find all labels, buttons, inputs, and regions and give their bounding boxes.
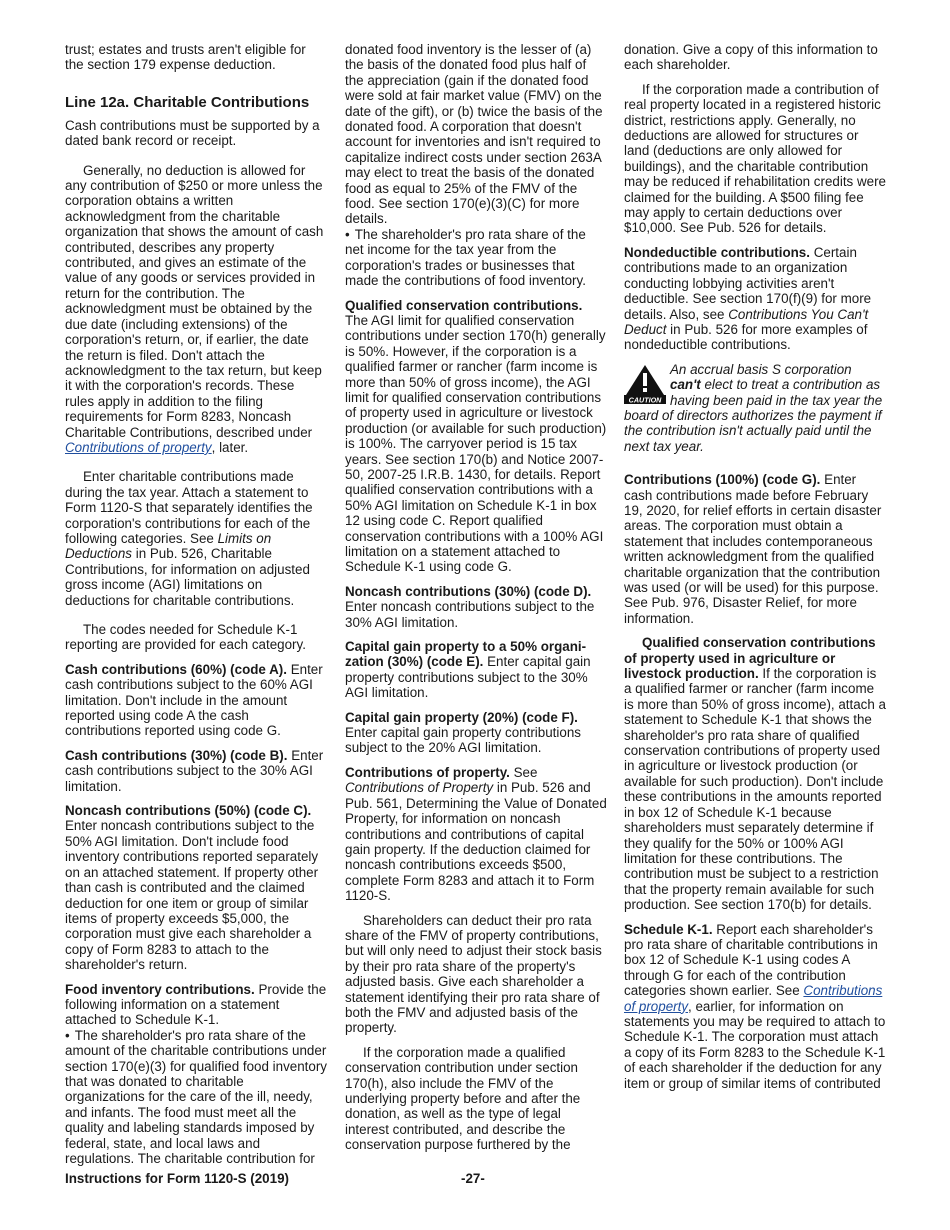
paragraph-contributions-g: Contributions (100%) (code G). Enter cash contributions made before February 19, 2020, for relief efforts in certain disaster areas. The corporation must obtain a statement that includes contemporaneous written acknowledgment from the qualified charitable organization that the contribution was used (or will be used) for this purpose. See Pub. 976, Disaster Relief, for more information.: [624, 472, 882, 626]
caution-note: CAUTION An accrual basis S corporation can't elect to treat a contribution as having been paid in the tax year the board of directors authorizes the payment if the contribution isn't actually paid until the next tax year.: [624, 361, 883, 454]
paragraph-capital-e: Capital gain property to a 50% organi-zation (30%) (code E). Enter capital gain property contributions subject to the 30% AGI limitation.: [345, 639, 591, 701]
caution-label: CAUTION: [628, 395, 662, 404]
paragraph-trust: trust; estates and trusts aren't eligible for the section 179 expense deduction.: [65, 42, 306, 73]
column-3: [624, 42, 886, 1100]
bullet-food-2: • The shareholder's pro rata share of the net income for the tax year from the corporation's trades or businesses that made the contributions of food inventory.: [345, 227, 607, 289]
paragraph-donation: donation. Give a copy of this information to each shareholder.: [624, 42, 878, 73]
paragraph-noncash-c: Noncash contributions (50%) (code C). Enter noncash contributions subject to the 50% AGI limitation. Don't include food inventory contributions reported separately on an attached statement. If property other than cash is contributed and the claimed deduction for one item or group of similar items of property exceeds $5,000, the corporation must give each shareholder a copy of Form 8283 to attach to the shareholder's return.: [65, 803, 319, 973]
paragraph-food-inventory: Food inventory contributions. Provide the following information on a statement attached to Schedule K-1.: [65, 981, 327, 1028]
paragraph-qualified-170h: If the corporation made a qualified conservation contribution under section 170(h), also include the FMV of the underlying property before and after the donation, as well as the type of legal interest contributed, and describe the conservation purpose furthered by the: [345, 1044, 581, 1153]
paragraph-cash-b: Cash contributions (30%) (code B). Enter cash contributions subject to the 30% AGI limitation.: [65, 747, 324, 794]
link-contributions-of-property[interactable]: Contributions of property: [65, 439, 212, 455]
paragraph-historic: If the corporation made a contribution of real property located in a registered historic district, restrictions apply. Generally, no deductions are allowed for structures or land (deductions are only allowed for buildings), and the charitable contribution may be reduced if rehabilitation credits were claimed for the building. A $500 filing fee may apply to certain deductions over $10,000. See Pub. 526 for details.: [624, 81, 886, 236]
caution-icon: [624, 364, 666, 404]
paragraph-codes: The codes needed for Schedule K-1 reporting are provided for each category.: [65, 622, 306, 653]
paragraph-enter-contributions: Enter charitable contributions made during the tax year. Attach a statement to Form 1120-S that separately identifies the corporation's contributions for each of the following categories. See Limits on Deductions in Pub. 526, Charitable Contributions, for information on adjusted gross income (AGI) limitations on deductions for charitable contributions.: [65, 469, 313, 608]
paragraph-cash-support: Cash contributions must be supported by a dated bank record or receipt.: [65, 117, 320, 149]
paragraph-shareholders: Shareholders can deduct their pro rata share of the FMV of property contributions, but will only need to adjust their stock basis by their pro rata share of the property's adjusted basis. Give each shareholder a statement identifying their pro rata share of both the FMV and adjusted basis of the property.: [345, 912, 602, 1036]
column-2: [345, 42, 607, 1162]
paragraph-qualified-agriculture: Qualified conservation contributions of property used in agriculture or livestock production. If the corporation is a qualified farmer or rancher (farm income is more than 50% of gross income), attach a statement to Schedule K-1 that shows the shareholder's pro rata share of qualified conservation contributions of property used in agriculture or livestock production (or available for such production). Don't include these contributions in the amounts reported in box 12 of Schedule K-1 because shareholders must separately determine if they qualify for the 50% or 100% AGI limitation for these contributions. The contribution must be subject to a restriction that the property remain available for such production. See section 170(b) for details.: [624, 635, 886, 913]
paragraph-qualified-conservation: Qualified conservation contributions. The AGI limit for qualified conservation contributions under section 170(h) generally is 50%. However, if the corporation is a qualified farmer or rancher (farm income is more than 50% of gross income), the AGI limit for qualified conservation contributions of property used in agriculture or livestock production (or available for such production) is 100%. The carryover period is 15 tax years. See section 170(b) and Notice 2007-50, 2007-25 I.R.B. 1430, for details. Report qualified conservation contributions with a 50% AGI limitation on Schedule K-1 in box 12 using code C. Report qualified conservation contributions with a 100% AGI limitation on a statement attached to Schedule K-1 using code G.: [345, 297, 607, 575]
link-contributions-of-property-2[interactable]: Contributions of property: [624, 983, 883, 1014]
paragraph-noncash-d: Noncash contributions (30%) (code D). Enter noncash contributions subject to the 30% AGI limitation.: [345, 583, 595, 630]
column-1: [65, 42, 327, 1166]
paragraph-acknowledgment: Generally, no deduction is allowed for any contribution of $250 or more unless the corporation obtains a written acknowledgment from the charitable organization that shows the amount of cash contributed, describes any property contributed, and gives an estimate of the value of any goods or services provided in return for the contribution. The acknowledgment must be obtained by the due date (including extensions) of the corporation's return, or, if earlier, the date the return is filed. Don't attach the acknowledgment to the tax return, but keep it with the corporation's records. These rules apply in addition to the filing requirements for Form 8283, Noncash Charitable Contributions, described under Contributions of property, later.: [65, 162, 324, 455]
section-heading-line-12a: Line 12a. Charitable Contributions: [65, 93, 310, 111]
paragraph-schedule-k1: Schedule K-1. Report each shareholder's pro rata share of charitable contributions in box 12 of Schedule K-1 using codes A through G for each of the contribution categories shown earlier. See Contributions of property, earlier, for information on statements you may be required to attach to Schedule K-1. The corporation must attach a copy of its Form 8283 to the Schedule K-1 of each shareholder if the deduction for any item or group of similar items of contributed: [624, 921, 886, 1091]
paragraph-contributions-property: Contributions of property. See Contributions of Property in Pub. 526 and Pub. 561, Determining the Value of Donated Property, for information on noncash contributions and contributions of capital gain property. If the deduction claimed for noncash contributions exceeds $500, complete Form 8283 and attach it to Form 1120-S.: [345, 764, 607, 904]
bullet-food-1: • The shareholder's pro rata share of the amount of the charitable contributions under section 170(e)(3) for qualified food inventory that was donated to charitable organizations for the care of the ill, needy, and infants. The food must meet all the quality and labeling standards imposed by federal, state, and local laws and regulations. The charitable contribution for: [65, 1028, 327, 1167]
paragraph-food-continued: donated food inventory is the lesser of (a) the basis of the donated food plus half of the appreciation (gain if the donated food were sold at fair market value (FMV) on the date of the gift), or (b) twice the basis of the donated food. A corporation that doesn't account for inventories and isn't required to capitalize indirect costs under section 263A may elect to treat the basis of the donated food as equal to 25% of the FMV of the food. See section 170(e)(3)(C) for more details.: [345, 42, 603, 227]
paragraph-capital-f: Capital gain property (20%) (code F). Enter capital gain property contributions subject to the 20% AGI limitation.: [345, 709, 581, 756]
paragraph-nondeductible: Nondeductible contributions. Certain contributions made to an organization conducting lobbying activities aren't deductible. See section 170(f)(9) for more details. Also, see Contributions You Can't Deduct in Pub. 526 for more examples of nondeductible contributions.: [624, 244, 872, 353]
footer-form-title: Instructions for Form 1120-S (2019): [65, 1171, 289, 1186]
page-number: -27-: [461, 1171, 485, 1186]
paragraph-cash-a: Cash contributions (60%) (code A). Enter cash contributions subject to the 60% AGI limitation. Don't include in the amount reported using code A the cash contributions reported using code G.: [65, 661, 323, 739]
